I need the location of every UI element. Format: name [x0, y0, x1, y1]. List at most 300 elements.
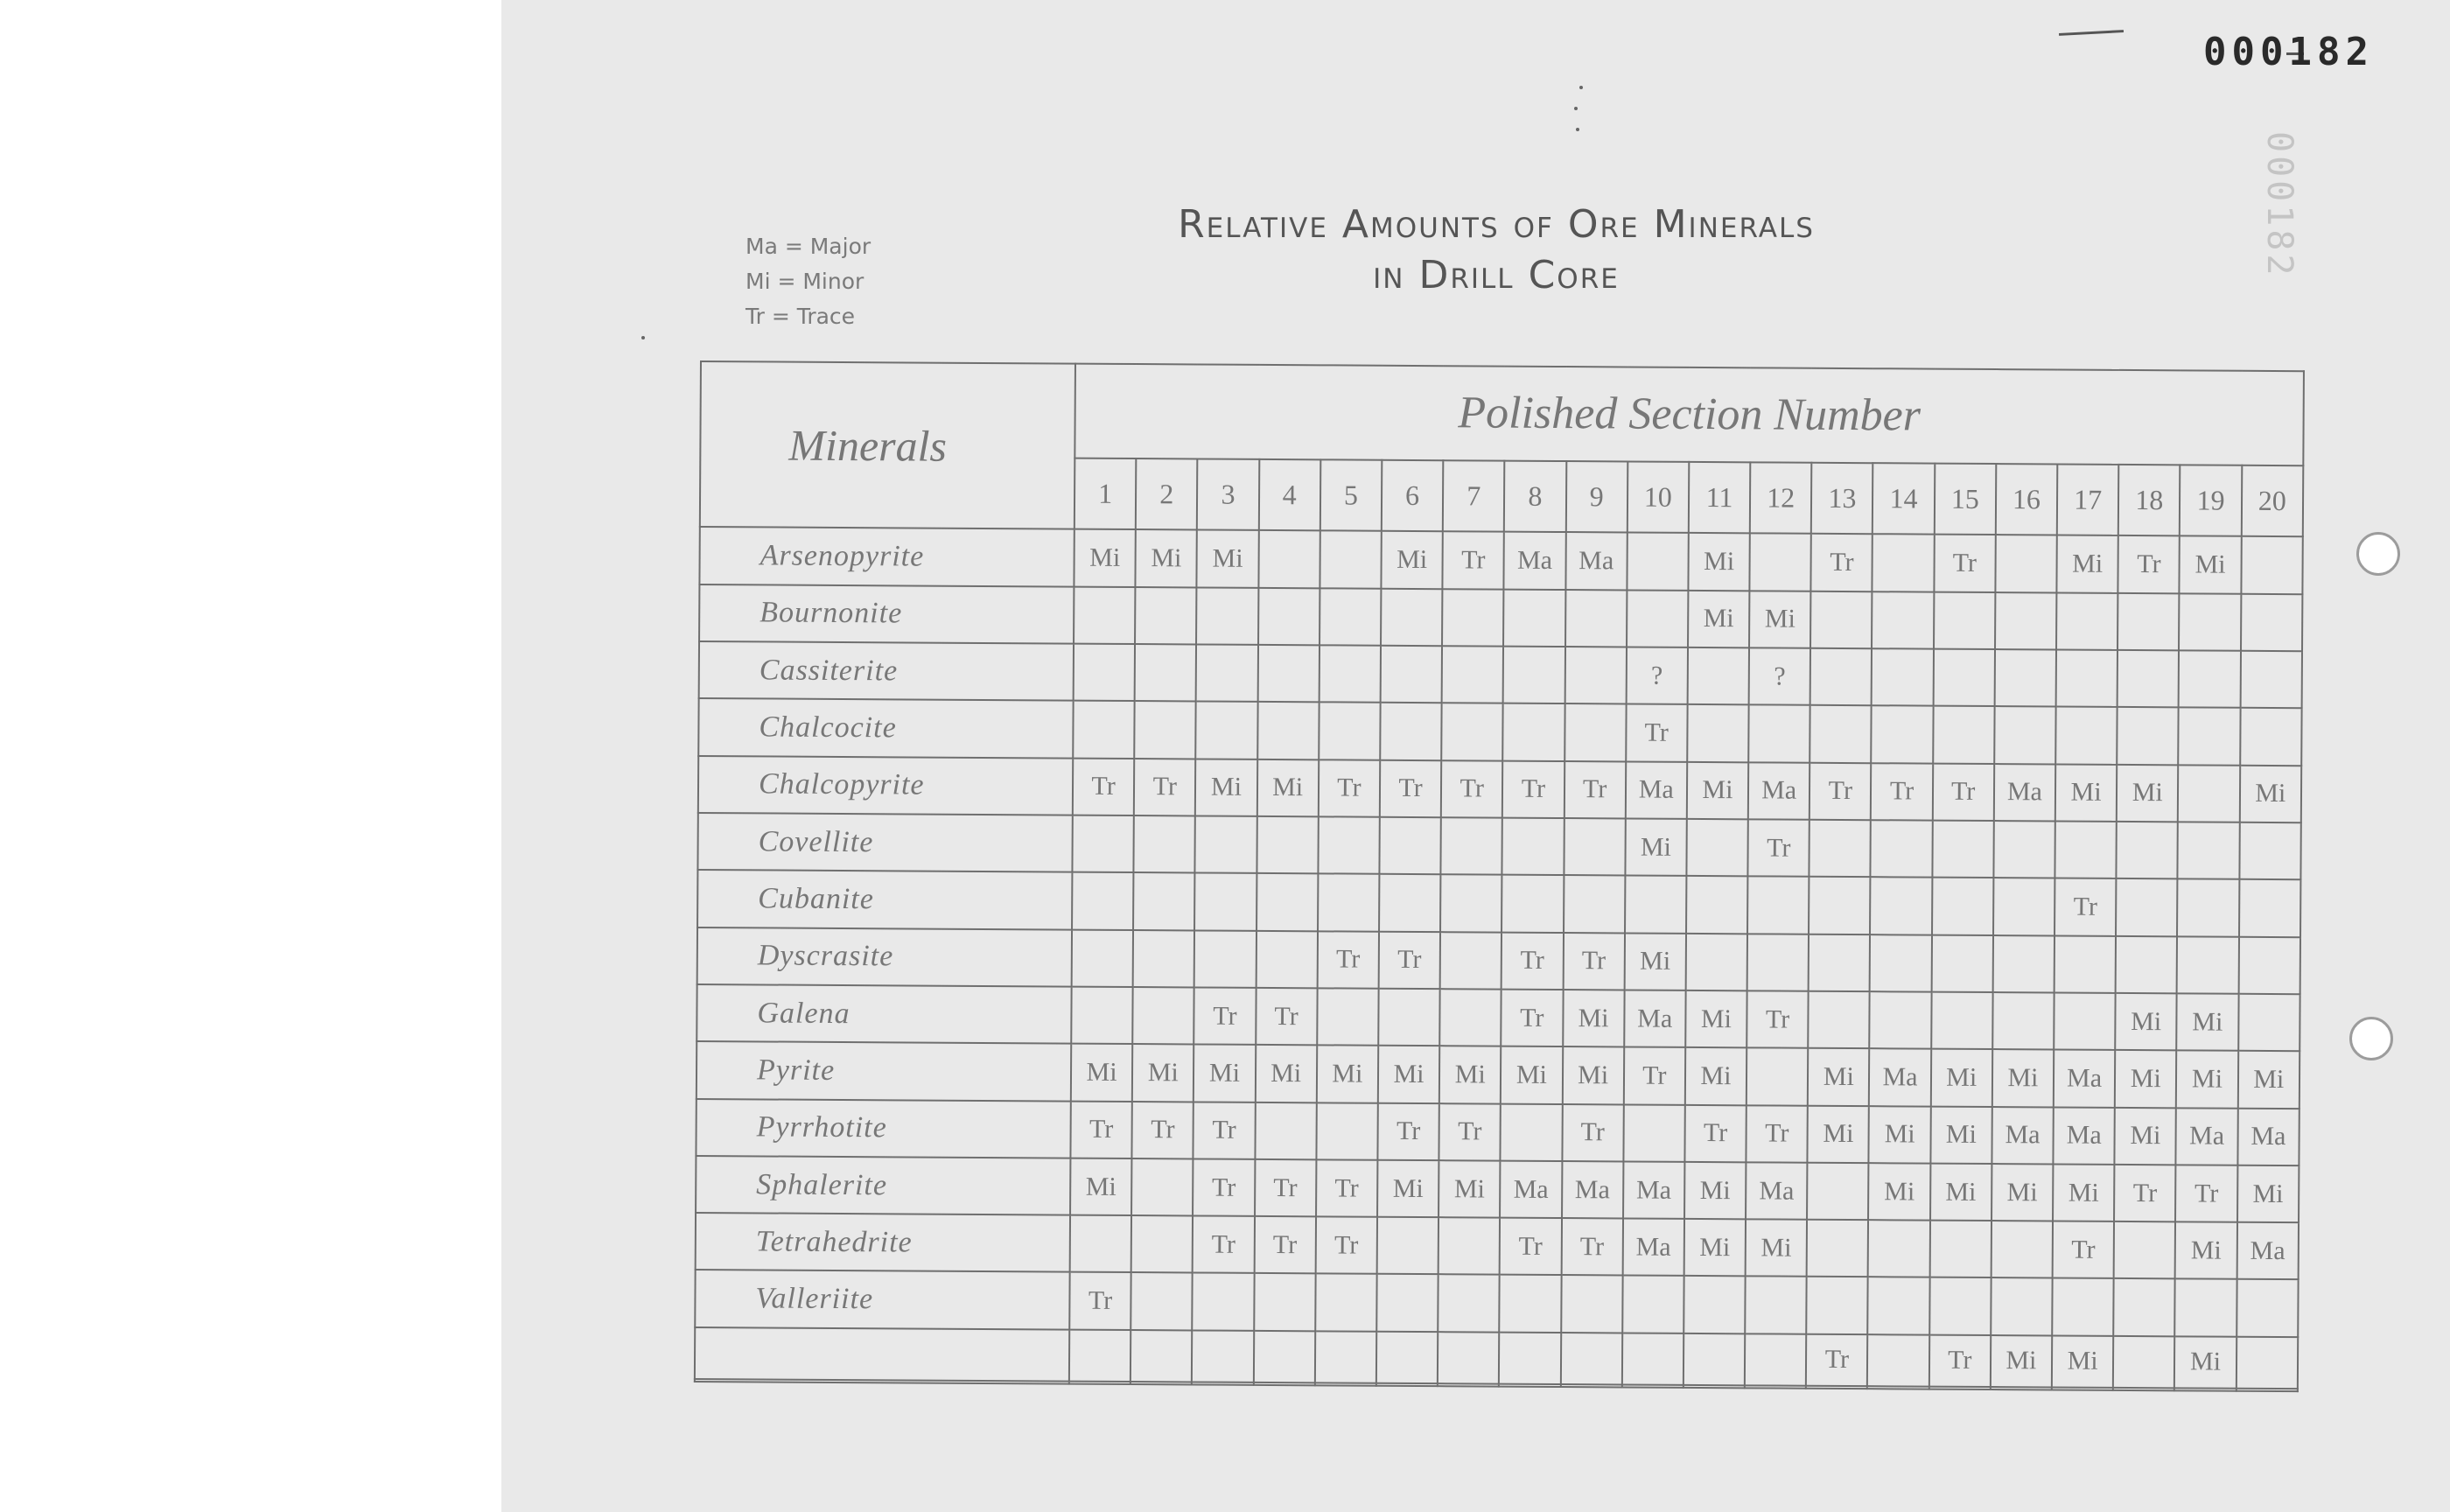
mineral-row — [696, 1156, 2299, 1223]
amount-cell: Mi — [1687, 762, 1749, 820]
amount-cell — [1131, 1158, 1194, 1216]
amount-cell: Tr — [1193, 1216, 1255, 1274]
document-number-bleedthrough: 000182 — [2259, 131, 2300, 279]
amount-cell — [1258, 530, 1320, 588]
mineral-row — [698, 698, 2301, 766]
amount-cell: Ma — [1626, 761, 1688, 819]
amount-cell: Tr — [1441, 760, 1503, 818]
amount-cell: Tr — [1069, 1272, 1131, 1330]
amount-cell — [1069, 1329, 1131, 1381]
mineral-row — [697, 870, 2300, 937]
mineral-name: Cassiterite — [699, 641, 1074, 701]
section-number-cell: 6 — [1382, 460, 1444, 532]
amount-cell: Tr — [2054, 878, 2117, 936]
amount-cell — [1317, 988, 1379, 1046]
amount-cell: Tr — [1500, 1218, 1562, 1276]
amount-cell: Mi — [1255, 1045, 1317, 1102]
mineral-name: Pyrite — [696, 1041, 1071, 1101]
amount-cell: Ma — [1500, 1160, 1562, 1218]
amount-cell: Mi — [2052, 1335, 2114, 1387]
paper-speck — [1574, 107, 1578, 110]
amount-cell — [1564, 647, 1627, 704]
amount-cell — [1872, 592, 1934, 649]
amount-cell — [2236, 1279, 2299, 1337]
amount-cell: Mi — [1625, 818, 1687, 876]
amount-cell — [1196, 587, 1258, 645]
amount-cell — [1993, 878, 2055, 935]
amount-cell: Ma — [2237, 1108, 2300, 1166]
amount-cell — [1564, 875, 1626, 933]
section-number-cell: 7 — [1443, 460, 1505, 532]
amount-cell: Mi — [2175, 1222, 2237, 1279]
amount-cell — [1561, 1276, 1623, 1334]
amount-cell — [1933, 706, 1995, 764]
amount-cell: Tr — [1439, 1103, 1502, 1161]
section-number-cell: 17 — [2057, 464, 2119, 536]
amount-cell: ? — [1749, 648, 1811, 705]
amount-cell — [2116, 878, 2178, 936]
amount-cell — [1196, 702, 1258, 760]
title-line-2: in Drill Core — [1373, 253, 1620, 298]
mineral-name: Sphalerite — [696, 1156, 1070, 1215]
amount-cell — [1868, 1278, 1930, 1335]
amount-cell — [1995, 592, 2057, 650]
amount-cell — [1130, 1273, 1193, 1331]
amount-cell: Mi — [2177, 993, 2239, 1051]
amount-cell: Mi — [1868, 1163, 1930, 1221]
amount-cell: Mi — [2115, 1107, 2177, 1165]
amount-cell: Mi — [1256, 760, 1319, 817]
amount-cell: Mi — [1132, 1044, 1194, 1102]
amount-cell: Ma — [1748, 762, 1810, 820]
amount-cell — [1870, 934, 1932, 992]
amount-cell: Ma — [1992, 1107, 2054, 1165]
amount-cell — [1253, 1382, 1314, 1385]
amount-cell — [2177, 936, 2239, 994]
amount-cell: Mi — [1930, 1163, 1992, 1221]
section-number-cell: 14 — [1872, 463, 1935, 535]
amount-cell — [1684, 1334, 1746, 1385]
amount-cell: Mi — [2237, 1166, 2300, 1223]
mineral-row — [698, 756, 2301, 823]
amount-cell — [1870, 877, 1932, 934]
amount-cell — [1560, 1333, 1622, 1384]
amount-cell — [1867, 1386, 1928, 1390]
minerals-column-header: Minerals — [700, 361, 1075, 529]
amount-cell — [2178, 822, 2240, 879]
amount-cell — [1072, 872, 1134, 930]
legend-trace: Tr = Trace — [746, 304, 856, 329]
amount-cell — [1687, 648, 1749, 705]
amount-cell: Mi — [1991, 1335, 2053, 1387]
amount-cell: Ma — [1504, 532, 1566, 590]
amount-cell: Tr — [1811, 534, 1873, 592]
amount-cell — [1991, 1278, 2053, 1336]
amount-cell — [1745, 1385, 1806, 1389]
amount-cell — [1438, 1217, 1501, 1275]
amount-cell — [1319, 703, 1381, 760]
amount-cell — [1564, 704, 1627, 761]
amount-cell — [2179, 650, 2241, 708]
amount-cell — [2177, 879, 2239, 937]
amount-cell — [1687, 704, 1749, 762]
amount-cell — [1441, 817, 1503, 875]
amount-cell: Mi — [1808, 1048, 1870, 1106]
amount-cell — [1747, 934, 1810, 991]
amount-cell — [1255, 1102, 1317, 1159]
amount-cell: Mi — [2176, 1051, 2238, 1109]
amount-cell — [1377, 1217, 1439, 1275]
amount-cell — [1130, 1330, 1193, 1382]
amount-cell — [2117, 707, 2179, 765]
amount-cell — [1074, 644, 1136, 702]
amount-cell: Ma — [1994, 764, 2056, 822]
punch-hole — [2356, 532, 2400, 576]
amount-cell: Ma — [2053, 1107, 2115, 1165]
amount-cell — [1442, 589, 1504, 647]
amount-cell: Tr — [1377, 1102, 1439, 1160]
amount-cell: Tr — [1624, 1047, 1686, 1105]
amount-cell — [2118, 650, 2180, 708]
amount-cell — [1627, 533, 1689, 591]
mineral-name: Pyrrhotite — [696, 1099, 1070, 1158]
section-number-cell: 13 — [1811, 463, 1873, 535]
amount-cell — [1932, 878, 1994, 935]
amount-cell: Tr — [2118, 536, 2180, 593]
amount-cell: Mi — [1136, 529, 1198, 587]
amount-cell — [1192, 1382, 1253, 1385]
amount-cell — [1318, 874, 1380, 932]
section-number-cell: 8 — [1504, 460, 1566, 532]
amount-cell — [1686, 876, 1748, 934]
amount-cell: Ma — [2236, 1222, 2299, 1280]
amount-cell — [1994, 706, 2056, 764]
amount-cell — [1807, 1220, 1869, 1278]
amount-cell — [1132, 987, 1194, 1045]
mineral-row — [695, 1270, 2298, 1337]
amount-cell: Tr — [1746, 1105, 1808, 1163]
amount-cell: Mi — [2115, 993, 2177, 1051]
amount-cell — [1258, 588, 1320, 646]
amount-cell — [2113, 1387, 2174, 1390]
amount-cell: Tr — [1746, 990, 1809, 1048]
section-number-cell: 5 — [1320, 459, 1382, 531]
amount-cell — [1934, 592, 1996, 649]
mineral-name: Dyscrasite — [697, 928, 1072, 987]
amount-cell: Tr — [1928, 1334, 1991, 1386]
section-number-cell: 2 — [1136, 458, 1198, 530]
amount-cell — [2175, 1279, 2237, 1337]
amount-cell: Tr — [1561, 1218, 1623, 1276]
amount-cell: Tr — [1379, 931, 1441, 989]
amount-cell: ? — [1626, 648, 1688, 705]
amount-cell: Mi — [1930, 1106, 1992, 1164]
amount-cell — [1684, 1384, 1745, 1388]
amount-cell: Tr — [1562, 1104, 1624, 1162]
amount-cell: Mi — [1074, 529, 1136, 587]
mineral-name: Tetrahedrite — [696, 1213, 1070, 1272]
mineral-row — [696, 1213, 2299, 1280]
amount-cell: Tr — [2114, 1165, 2176, 1222]
amount-cell — [1565, 590, 1628, 648]
amount-cell — [1749, 534, 1811, 592]
amount-cell — [1253, 1331, 1315, 1382]
section-number-cell: 11 — [1689, 462, 1751, 534]
mineral-name: Arsenopyrite — [699, 527, 1074, 586]
amount-cell: Tr — [1194, 1102, 1256, 1159]
amount-cell — [1438, 1275, 1500, 1333]
amount-cell — [2114, 1222, 2176, 1279]
paper-speck — [1579, 86, 1583, 89]
amount-cell — [1560, 1384, 1621, 1388]
amount-cell — [2178, 765, 2240, 822]
amount-cell — [1441, 704, 1503, 761]
amount-cell: Tr — [1806, 1334, 1868, 1386]
mineral-row — [696, 1041, 2300, 1109]
paper-speck — [1576, 128, 1579, 131]
amount-cell: Tr — [1073, 758, 1135, 816]
amount-cell — [1931, 934, 1993, 992]
amount-cell: Tr — [1316, 1159, 1378, 1217]
amount-cell — [1995, 535, 2057, 592]
amount-cell — [2241, 593, 2303, 651]
amount-cell: Tr — [1317, 931, 1379, 989]
mineral-name: Galena — [696, 984, 1071, 1044]
amount-cell: Tr — [2175, 1165, 2237, 1222]
amount-cell: Mi — [1378, 1046, 1440, 1103]
amount-cell: Tr — [1256, 988, 1318, 1046]
amount-cell — [2240, 651, 2302, 709]
amount-cell — [1807, 1163, 1869, 1221]
amount-cell — [2239, 822, 2301, 880]
amount-cell: Tr — [1934, 535, 1996, 592]
amount-cell — [1440, 874, 1502, 932]
amount-cell: Tr — [1564, 761, 1626, 819]
abbreviation-legend — [746, 229, 871, 334]
amount-cell — [1502, 875, 1564, 933]
amount-cell — [1622, 1276, 1684, 1334]
amount-cell: Tr — [1810, 762, 1872, 820]
amount-cell: Mi — [1439, 1046, 1502, 1103]
amount-cell: Tr — [1502, 990, 1564, 1047]
section-number-cell: 4 — [1258, 459, 1320, 531]
amount-cell — [1686, 819, 1748, 877]
amount-cell — [1503, 647, 1565, 704]
amount-cell — [1131, 1215, 1194, 1273]
amount-cell: Tr — [1255, 1159, 1317, 1217]
amount-cell: Tr — [1932, 763, 1994, 821]
amount-cell: Mi — [1746, 1219, 1808, 1277]
amount-cell — [1256, 816, 1319, 874]
amount-cell: Mi — [1992, 1049, 2054, 1107]
amount-cell — [1133, 930, 1195, 988]
amount-cell — [1438, 1332, 1500, 1383]
amount-cell — [1809, 934, 1871, 991]
amount-cell — [2052, 1387, 2113, 1390]
ore-minerals-table — [694, 360, 2305, 1392]
amount-cell — [1073, 701, 1135, 759]
amount-cell — [1625, 876, 1687, 934]
mineral-row — [696, 1099, 2299, 1166]
amount-cell — [1379, 874, 1441, 932]
amount-cell — [2116, 936, 2178, 994]
mineral-name — [695, 1327, 1069, 1381]
amount-cell: Mi — [1749, 591, 1811, 648]
amount-cell — [1868, 1220, 1930, 1278]
amount-cell — [1193, 1273, 1255, 1331]
amount-cell — [1745, 1334, 1807, 1385]
amount-cell — [2056, 592, 2118, 650]
amount-cell: Ma — [1622, 1219, 1684, 1277]
amount-cell: Ma — [1624, 990, 1686, 1047]
amount-cell — [1623, 1104, 1685, 1162]
amount-cell: Mi — [2053, 1164, 2115, 1222]
amount-cell: Tr — [1502, 760, 1564, 818]
amount-cell — [2113, 1278, 2175, 1336]
amount-cell: Mi — [1070, 1158, 1132, 1215]
amount-cell — [1070, 1215, 1132, 1273]
legend-major: Ma = Major — [746, 234, 872, 259]
amount-cell — [2056, 650, 2118, 708]
section-number-cell: 3 — [1197, 458, 1259, 530]
amount-cell — [1745, 1277, 1807, 1334]
mineral-name: Cubanite — [697, 870, 1072, 929]
amount-cell — [1192, 1330, 1254, 1382]
amount-cell — [1810, 705, 1872, 763]
amount-cell — [1993, 821, 2055, 878]
amount-cell — [1074, 586, 1136, 644]
amount-cell: Mi — [2237, 1051, 2300, 1109]
title-line-1: Relative Amounts of Ore Minerals — [1178, 202, 1815, 247]
amount-cell — [1867, 1334, 1929, 1386]
amount-cell — [1135, 587, 1197, 645]
amount-cell — [1622, 1384, 1684, 1388]
mineral-row — [699, 527, 2302, 594]
amount-cell: Mi — [1808, 1105, 1870, 1163]
amount-cell — [2241, 536, 2303, 594]
amount-cell: Mi — [1438, 1160, 1501, 1218]
amount-cell: Tr — [1132, 1102, 1194, 1159]
section-number-cell: 16 — [1996, 464, 2058, 536]
amount-cell — [2113, 1336, 2175, 1388]
punch-hole — [2349, 1017, 2393, 1060]
amount-cell — [1194, 873, 1256, 931]
amount-cell: Mi — [1381, 531, 1443, 589]
amount-cell — [1499, 1332, 1561, 1383]
amount-cell: Tr — [1070, 1101, 1132, 1158]
amount-cell — [1319, 645, 1381, 703]
mineral-row — [699, 641, 2302, 709]
amount-cell: Tr — [2053, 1222, 2115, 1279]
amount-cell: Tr — [1193, 1158, 1255, 1216]
amount-cell — [1256, 873, 1319, 931]
amount-cell: Mi — [1684, 1219, 1746, 1277]
legend-minor: Mi = Minor — [746, 269, 864, 294]
amount-cell — [1746, 1048, 1809, 1106]
amount-cell: Mi — [1685, 990, 1747, 1048]
amount-cell — [2054, 821, 2117, 878]
mineral-name: Bournonite — [699, 584, 1074, 644]
amount-cell — [1501, 1103, 1563, 1161]
mineral-name: Covellite — [697, 813, 1072, 872]
amount-cell: Mi — [1194, 1045, 1256, 1102]
amount-cell: Tr — [1443, 532, 1505, 590]
amount-cell — [1991, 1221, 2053, 1278]
amount-cell — [1318, 816, 1380, 874]
amount-cell — [1376, 1382, 1438, 1386]
mineral-row — [696, 984, 2300, 1052]
mineral-name: Valleriite — [695, 1270, 1069, 1329]
amount-cell: Ma — [1562, 1161, 1624, 1219]
amount-cell — [1378, 989, 1440, 1046]
amount-cell: Mi — [1197, 530, 1259, 588]
amount-cell — [2174, 1388, 2236, 1391]
amount-cell: Mi — [2180, 536, 2242, 594]
amount-cell — [1320, 531, 1382, 589]
amount-cell — [1072, 816, 1134, 873]
amount-cell: Tr — [1315, 1216, 1377, 1274]
amount-cell — [2118, 593, 2180, 651]
amount-cell: Mi — [2117, 765, 2179, 822]
amount-cell — [1072, 929, 1134, 987]
amount-cell — [1134, 816, 1196, 873]
page-title — [1032, 200, 1960, 301]
amount-cell: Mi — [1563, 990, 1625, 1047]
amount-cell — [1992, 935, 2054, 993]
polished-section-header: Polished Section Number — [1074, 364, 2304, 466]
amount-cell — [1872, 648, 1934, 706]
amount-cell — [1254, 1273, 1316, 1331]
amount-cell: Ma — [1565, 532, 1628, 590]
amount-cell: Mi — [1688, 591, 1750, 648]
amount-cell — [1315, 1274, 1377, 1332]
amount-cell — [2238, 994, 2300, 1052]
amount-cell — [1379, 817, 1441, 875]
amount-cell: Mi — [1501, 1046, 1563, 1104]
amount-cell: Mi — [2239, 765, 2301, 822]
amount-cell — [1257, 645, 1320, 703]
amount-cell — [1320, 588, 1382, 646]
amount-cell: Mi — [2056, 536, 2118, 593]
section-number-cell: 15 — [1934, 463, 1996, 535]
amount-cell — [1929, 1278, 1992, 1335]
amount-cell: Tr — [1502, 932, 1564, 990]
mineral-name: Chalcocite — [698, 698, 1073, 758]
amount-cell — [1502, 818, 1564, 876]
amount-cell: Mi — [1624, 933, 1686, 990]
amount-cell — [1991, 1387, 2052, 1390]
amount-cell — [1747, 877, 1810, 934]
amount-cell — [1810, 648, 1872, 706]
amount-cell — [1133, 872, 1195, 930]
amount-cell — [1440, 932, 1502, 990]
amount-cell — [1564, 818, 1626, 876]
amount-cell: Tr — [1380, 760, 1442, 817]
amount-cell: Mi — [2115, 1050, 2177, 1108]
amount-cell: Mi — [1071, 1044, 1133, 1102]
amount-cell: Ma — [2054, 1050, 2116, 1108]
amount-cell — [1994, 649, 2056, 707]
amount-cell: Tr — [1194, 987, 1256, 1045]
amount-cell — [1872, 706, 1934, 764]
section-number-cell: 1 — [1074, 458, 1137, 529]
amount-cell — [1194, 930, 1256, 988]
amount-cell — [1929, 1221, 1992, 1278]
amount-cell — [2179, 708, 2241, 766]
amount-cell — [1196, 645, 1258, 703]
pencil-mark — [2059, 30, 2124, 36]
section-number-cell: 10 — [1628, 461, 1690, 533]
